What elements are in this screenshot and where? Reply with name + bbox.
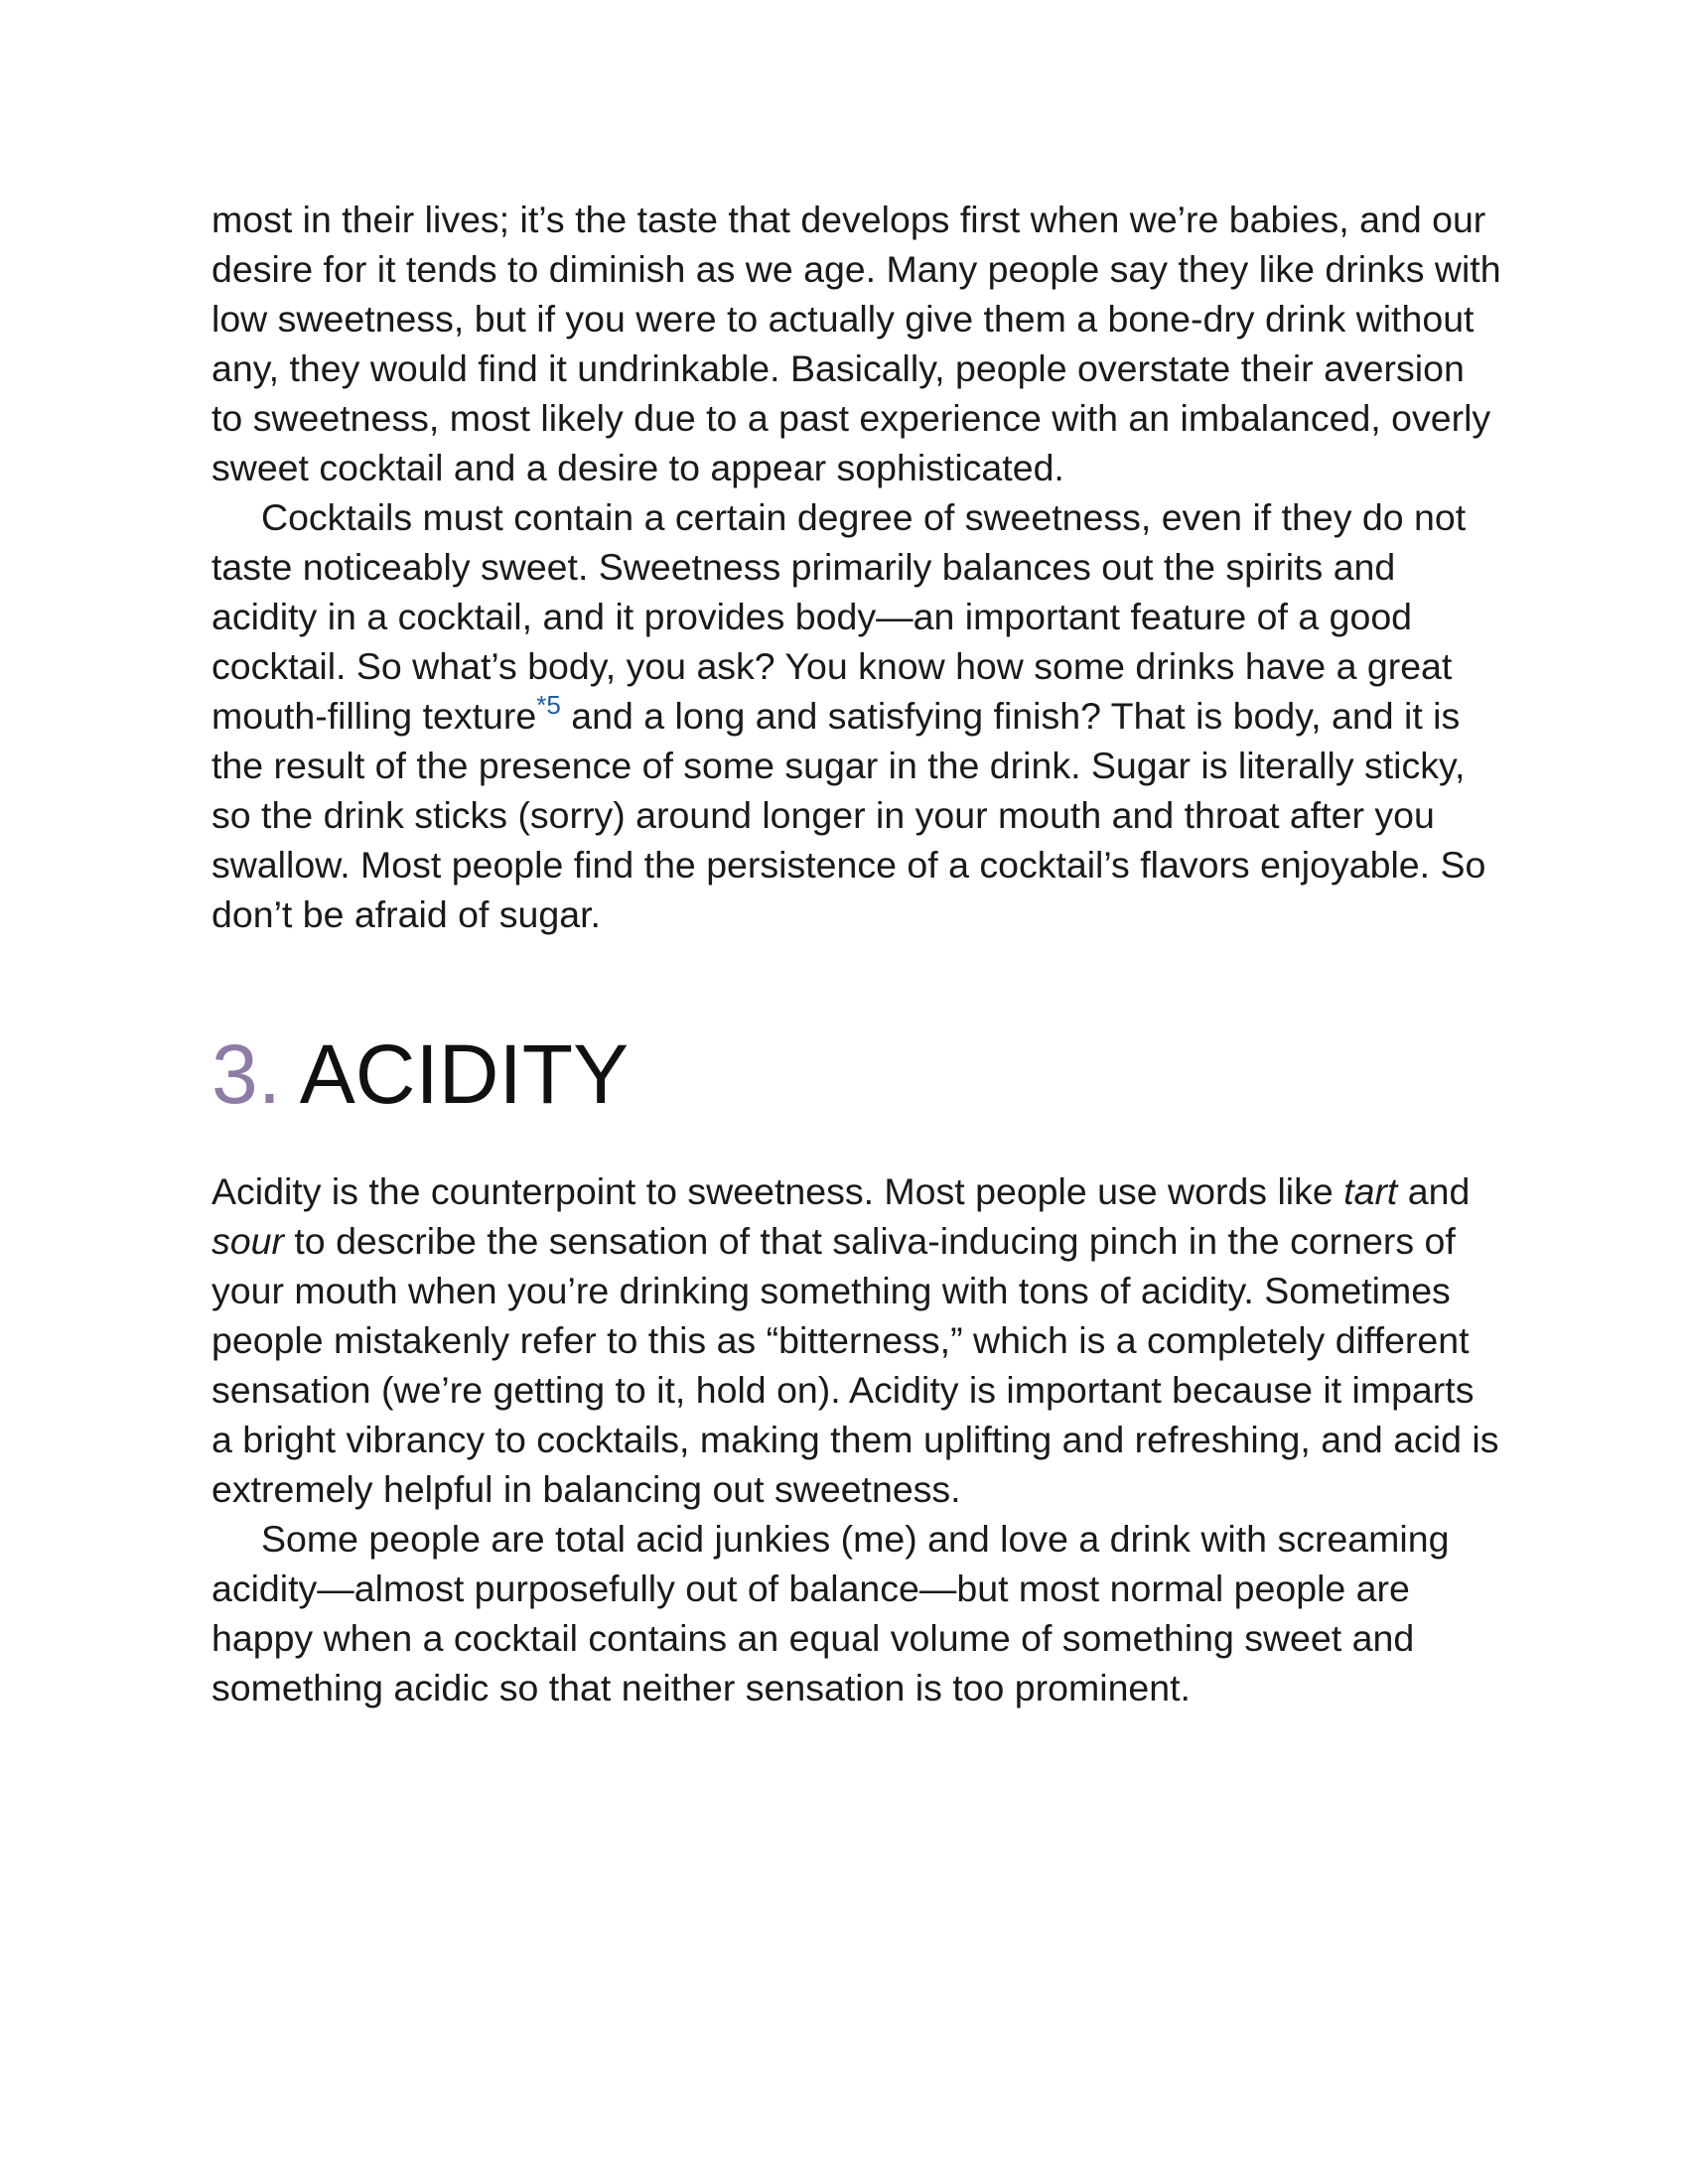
section-number: 3.: [211, 1027, 282, 1121]
paragraph-acidity-intro: [211, 1166, 1502, 1514]
page-body: [211, 195, 1502, 1712]
section-title: ACIDITY: [299, 1027, 630, 1121]
paragraph-text: to describe the sensation of that saliva-inducing pinch in the corners of your mouth when you’re drinking something with tons of acidity. Sometimes people mistakenly refer to this as “bitterness,” which is a completely different sensation (we’re getting to it, hold on). Acidity is important because it imparts a bright vibrancy to cocktails, making them uplifting and refreshing, and acid is extremely helpful in balancing out sweetness.: [211, 1220, 1499, 1510]
paragraph-text: Some people are total acid junkies (me) and love a drink with screaming acidity—almost purposefully out of balance—but most normal people are happy when a cocktail contains an equal volume of something sweet and something acidic so that neither sensation is too prominent.: [211, 1518, 1450, 1708]
footnote-link[interactable]: *5: [536, 690, 561, 720]
section-heading: [211, 1024, 1502, 1124]
emphasis-sour: sour: [211, 1220, 284, 1262]
paragraph-text: and: [1397, 1170, 1471, 1212]
paragraph-text: most in their lives; it’s the taste that develops first when we’re babies, and our desire for it tends to diminish as we age. Many people say they like drinks with low sweetness, but if you were to actually give them a bone-dry drink without any, they would find it undrinkable. Basically, people overstate their aversion to sweetness, most likely due to a past experience with an imbalanced, overly sweet cocktail and a desire to appear sophisticated.: [211, 199, 1501, 488]
paragraph-text: Acidity is the counterpoint to sweetness. Most people use words like: [211, 1170, 1344, 1212]
emphasis-tart: tart: [1343, 1170, 1398, 1212]
paragraph-sweetness-body: [211, 492, 1502, 939]
paragraph-acidity-body: [211, 1514, 1502, 1712]
paragraph-sweetness-continued: [211, 195, 1502, 492]
paragraph-text: Cocktails must contain a certain degree of sweetness, even if they do not taste noticeably sweet. Sweetness primarily balances out the spirits and acidity in a cocktail, and it provides body—an important feature of a good cocktail. So what’s body, you ask? You know how some drinks have a great mouth-filling texture: [211, 496, 1467, 737]
paragraph-text: and a long and satisfying finish? That is body, and it is the result of the presence of some sugar in the drink. Sugar is literally sticky, so the drink sticks (sorry) around longer in your mouth and throat after you swallow. Most people find the persistence of a cocktail’s flavors enjoyable. So don’t be afraid of sugar.: [211, 695, 1486, 935]
